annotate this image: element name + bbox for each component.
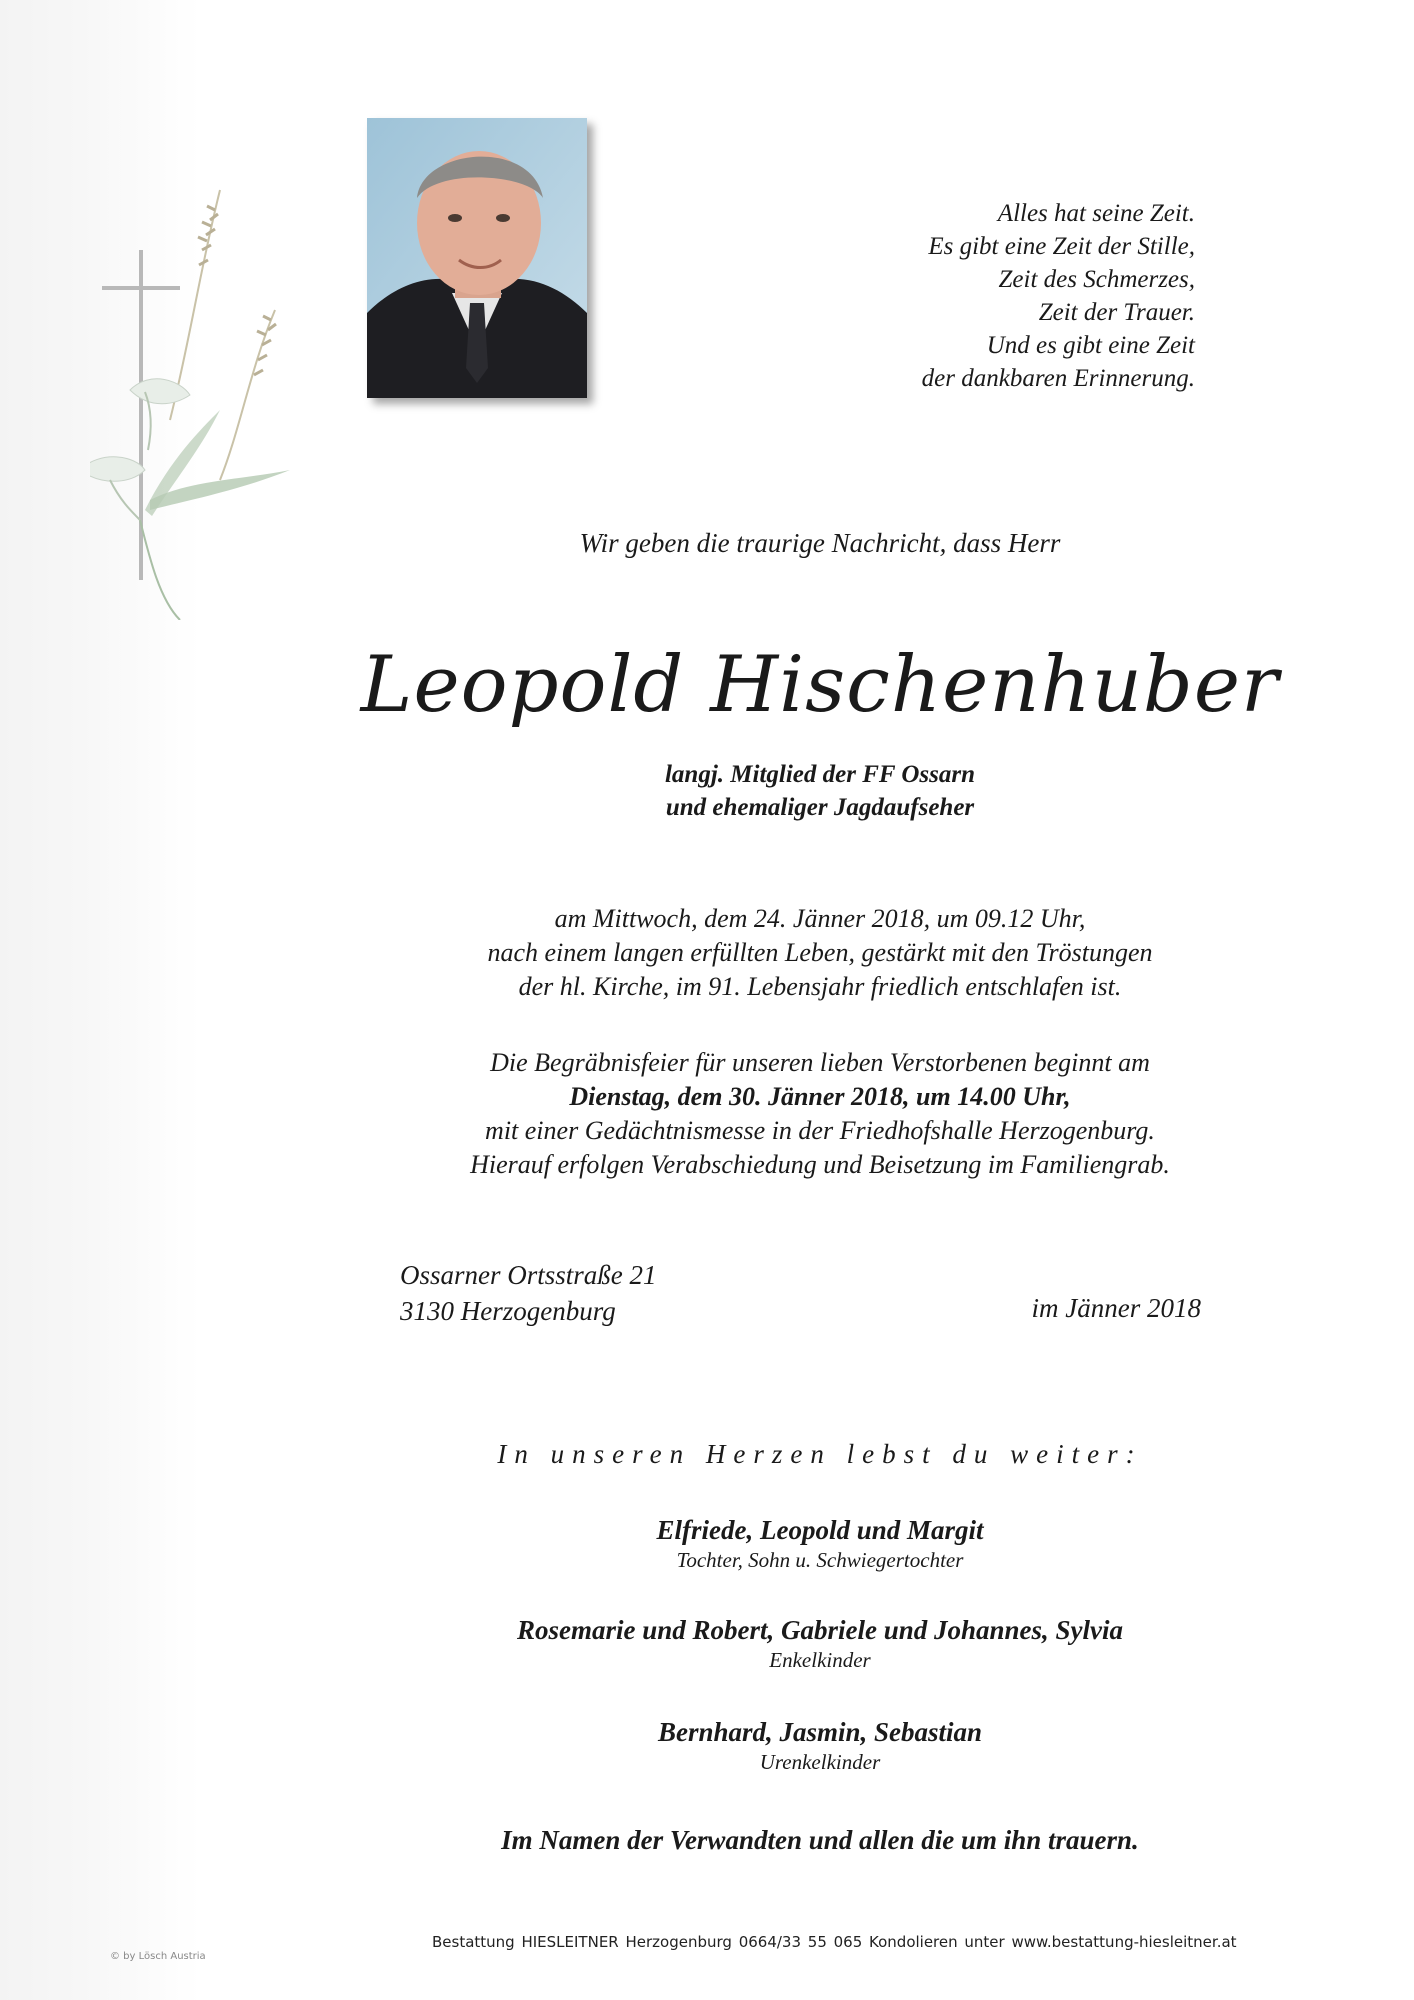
notice-date: im Jänner 2018 [1031, 1293, 1201, 1323]
quote-line: Alles hat seine Zeit. [997, 200, 1195, 227]
death-notice [340, 902, 1300, 1004]
quote-block [695, 197, 1195, 395]
mourner-names: Elfriede, Leopold und Margit [656, 1515, 984, 1545]
mourner-names: Rosemarie und Robert, Gabriele und Johannes, Sylvia [516, 1615, 1124, 1645]
mourner-names: Bernhard, Jasmin, Sebastian [657, 1717, 983, 1747]
subtitle-line: langj. Mitglied der FF Ossarn [664, 761, 976, 788]
deceased-name: Leopold Hischenhuber [360, 640, 1280, 730]
intro-text: Wir geben die traurige Nachricht, dass Herr [579, 528, 1061, 558]
death-line: nach einem langen erfüllten Leben, gestärkt mit den Tröstungen [487, 938, 1153, 967]
portrait-photo [367, 118, 587, 398]
deceased-subtitle [340, 758, 1300, 824]
quote-line: Zeit der Trauer. [1038, 299, 1195, 326]
mourner-relation: Urenkelkinder [759, 1750, 881, 1774]
mourner-group [340, 1613, 1300, 1673]
death-line: am Mittwoch, dem 24. Jänner 2018, um 09.12 Uhr, [554, 904, 1086, 933]
cross-lily-decoration [90, 180, 290, 625]
quote-line: Zeit des Schmerzes, [998, 266, 1195, 293]
quote-line: Es gibt eine Zeit der Stille, [928, 233, 1195, 260]
address-city: 3130 Herzogenburg [400, 1296, 616, 1326]
copyright-note: © by Lösch Austria [110, 1951, 206, 1962]
mourner-relation: Tochter, Sohn u. Schwiegertochter [676, 1548, 964, 1572]
motto: In unseren Herzen lebst du weiter: [497, 1439, 1143, 1469]
footer-contact: Bestattung HIESLEITNER Herzogenburg 0664/33 55 065 Kondolieren unter www.bestattung-hiesleitner.at [432, 1933, 1237, 1951]
funeral-line: mit einer Gedächtnismesse in der Friedhofshalle Herzogenburg. [485, 1116, 1155, 1145]
funeral-date: Dienstag, dem 30. Jänner 2018, um 14.00 Uhr, [569, 1082, 1071, 1111]
quote-line: Und es gibt eine Zeit [986, 332, 1195, 359]
mourner-relation: Enkelkinder [769, 1648, 871, 1672]
address-block [400, 1257, 657, 1329]
funeral-info [340, 1046, 1300, 1182]
address-street: Ossarner Ortsstraße 21 [400, 1260, 657, 1290]
cross-icon [90, 180, 290, 620]
closing-line: Im Namen der Verwandten und allen die um ihn trauern. [501, 1825, 1139, 1855]
death-line: der hl. Kirche, im 91. Lebensjahr friedlich entschlafen ist. [518, 972, 1122, 1001]
subtitle-line: und ehemaliger Jagdaufseher [665, 794, 975, 821]
mourner-group [340, 1513, 1300, 1573]
mourner-group [340, 1715, 1300, 1775]
funeral-line: Hierauf erfolgen Verabschiedung und Beisetzung im Familiengrab. [470, 1150, 1170, 1179]
funeral-line: Die Begräbnisfeier für unseren lieben Verstorbenen beginnt am [490, 1048, 1150, 1077]
quote-line: der dankbaren Erinnerung. [921, 365, 1195, 392]
